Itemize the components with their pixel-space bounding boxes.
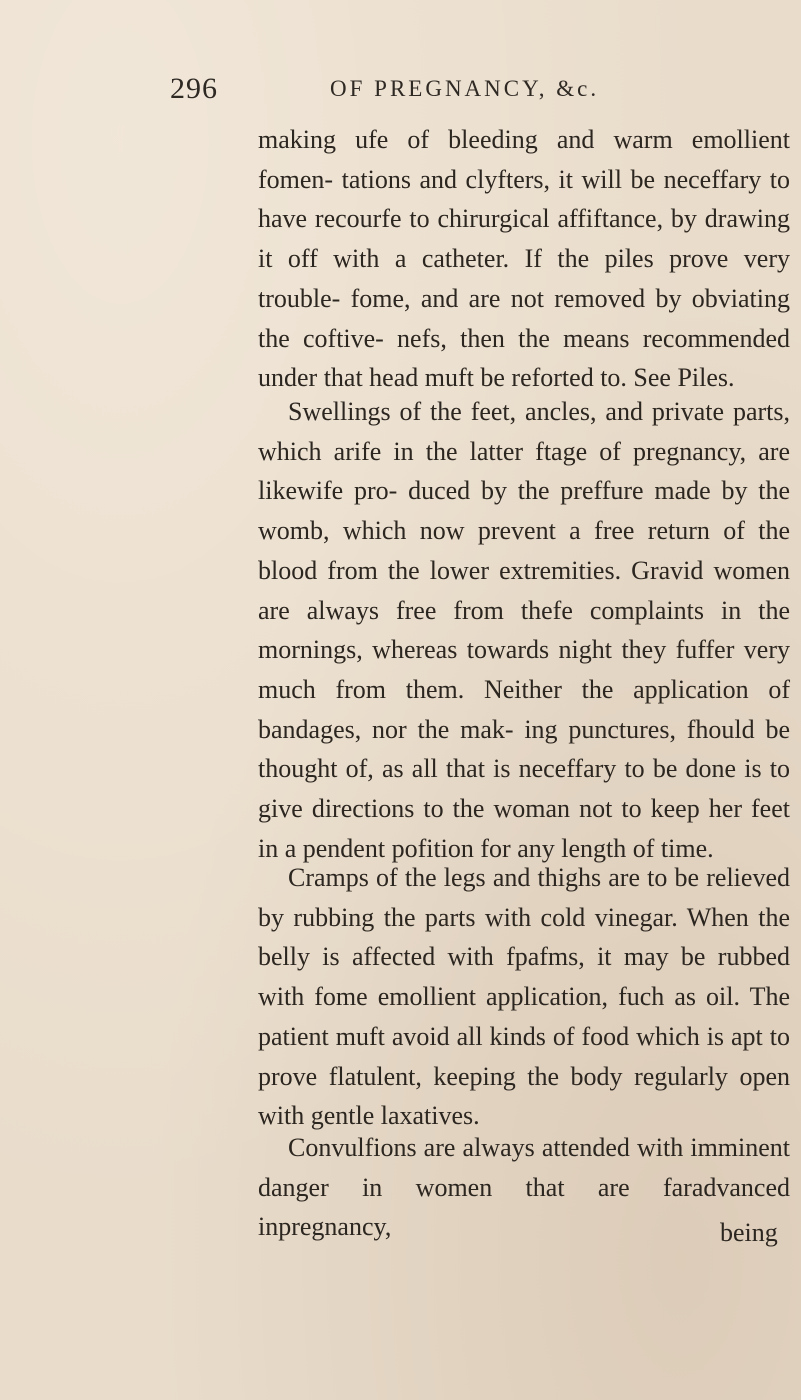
- catchword: being: [720, 1218, 778, 1247]
- page-number: 296: [170, 72, 218, 105]
- running-head: [170, 72, 780, 112]
- paragraph-swellings: [258, 392, 790, 868]
- paragraph-text: Swellings of the feet, ancles, and private parts, which arife in the latter ftage of pregnancy, are likewife pro- duced by the preffure made by the womb, which now prevent a free return of the blood from the lower extremities. Gravid women are always free from thefe complaints in the mornings, whereas towards night they fuffer very much from them. Neither the application of bandages, nor the mak- ing punctures, fhould be thought of, as all that is neceffary to be done is to give directions to the woman not to keep her feet in a pendent pofition for any length of time.: [258, 397, 790, 863]
- paragraph-cramps: [258, 858, 790, 1136]
- running-title: OF PREGNANCY, &c.: [330, 76, 600, 101]
- paragraph-text: Cramps of the legs and thighs are to be relieved by rubbing the parts with cold vinegar. When the belly is affected with fpafms, it may be rubbed with fome emollient application, fuch as oil. The patient muft avoid all kinds of food which is apt to prove flatulent, keeping the body regularly open with gentle laxatives.: [258, 863, 790, 1131]
- paragraph-bleeding: [258, 120, 790, 398]
- paragraph-convulsions: [258, 1128, 790, 1247]
- paragraph-text: Convulfions are always attended with imminent danger in women that are faradvanced inpregnancy,: [258, 1133, 790, 1242]
- paragraph-text: making ufe of bleeding and warm emollient fomen- tations and clyfters, it will be neceffary to have recourfe to chirurgical affiftance, by drawing it off with a catheter. If the piles prove very trouble- fome, and are not removed by obviating the coftive- nefs, then the means recommended under that head muft be reforted to. See Piles.: [258, 125, 790, 393]
